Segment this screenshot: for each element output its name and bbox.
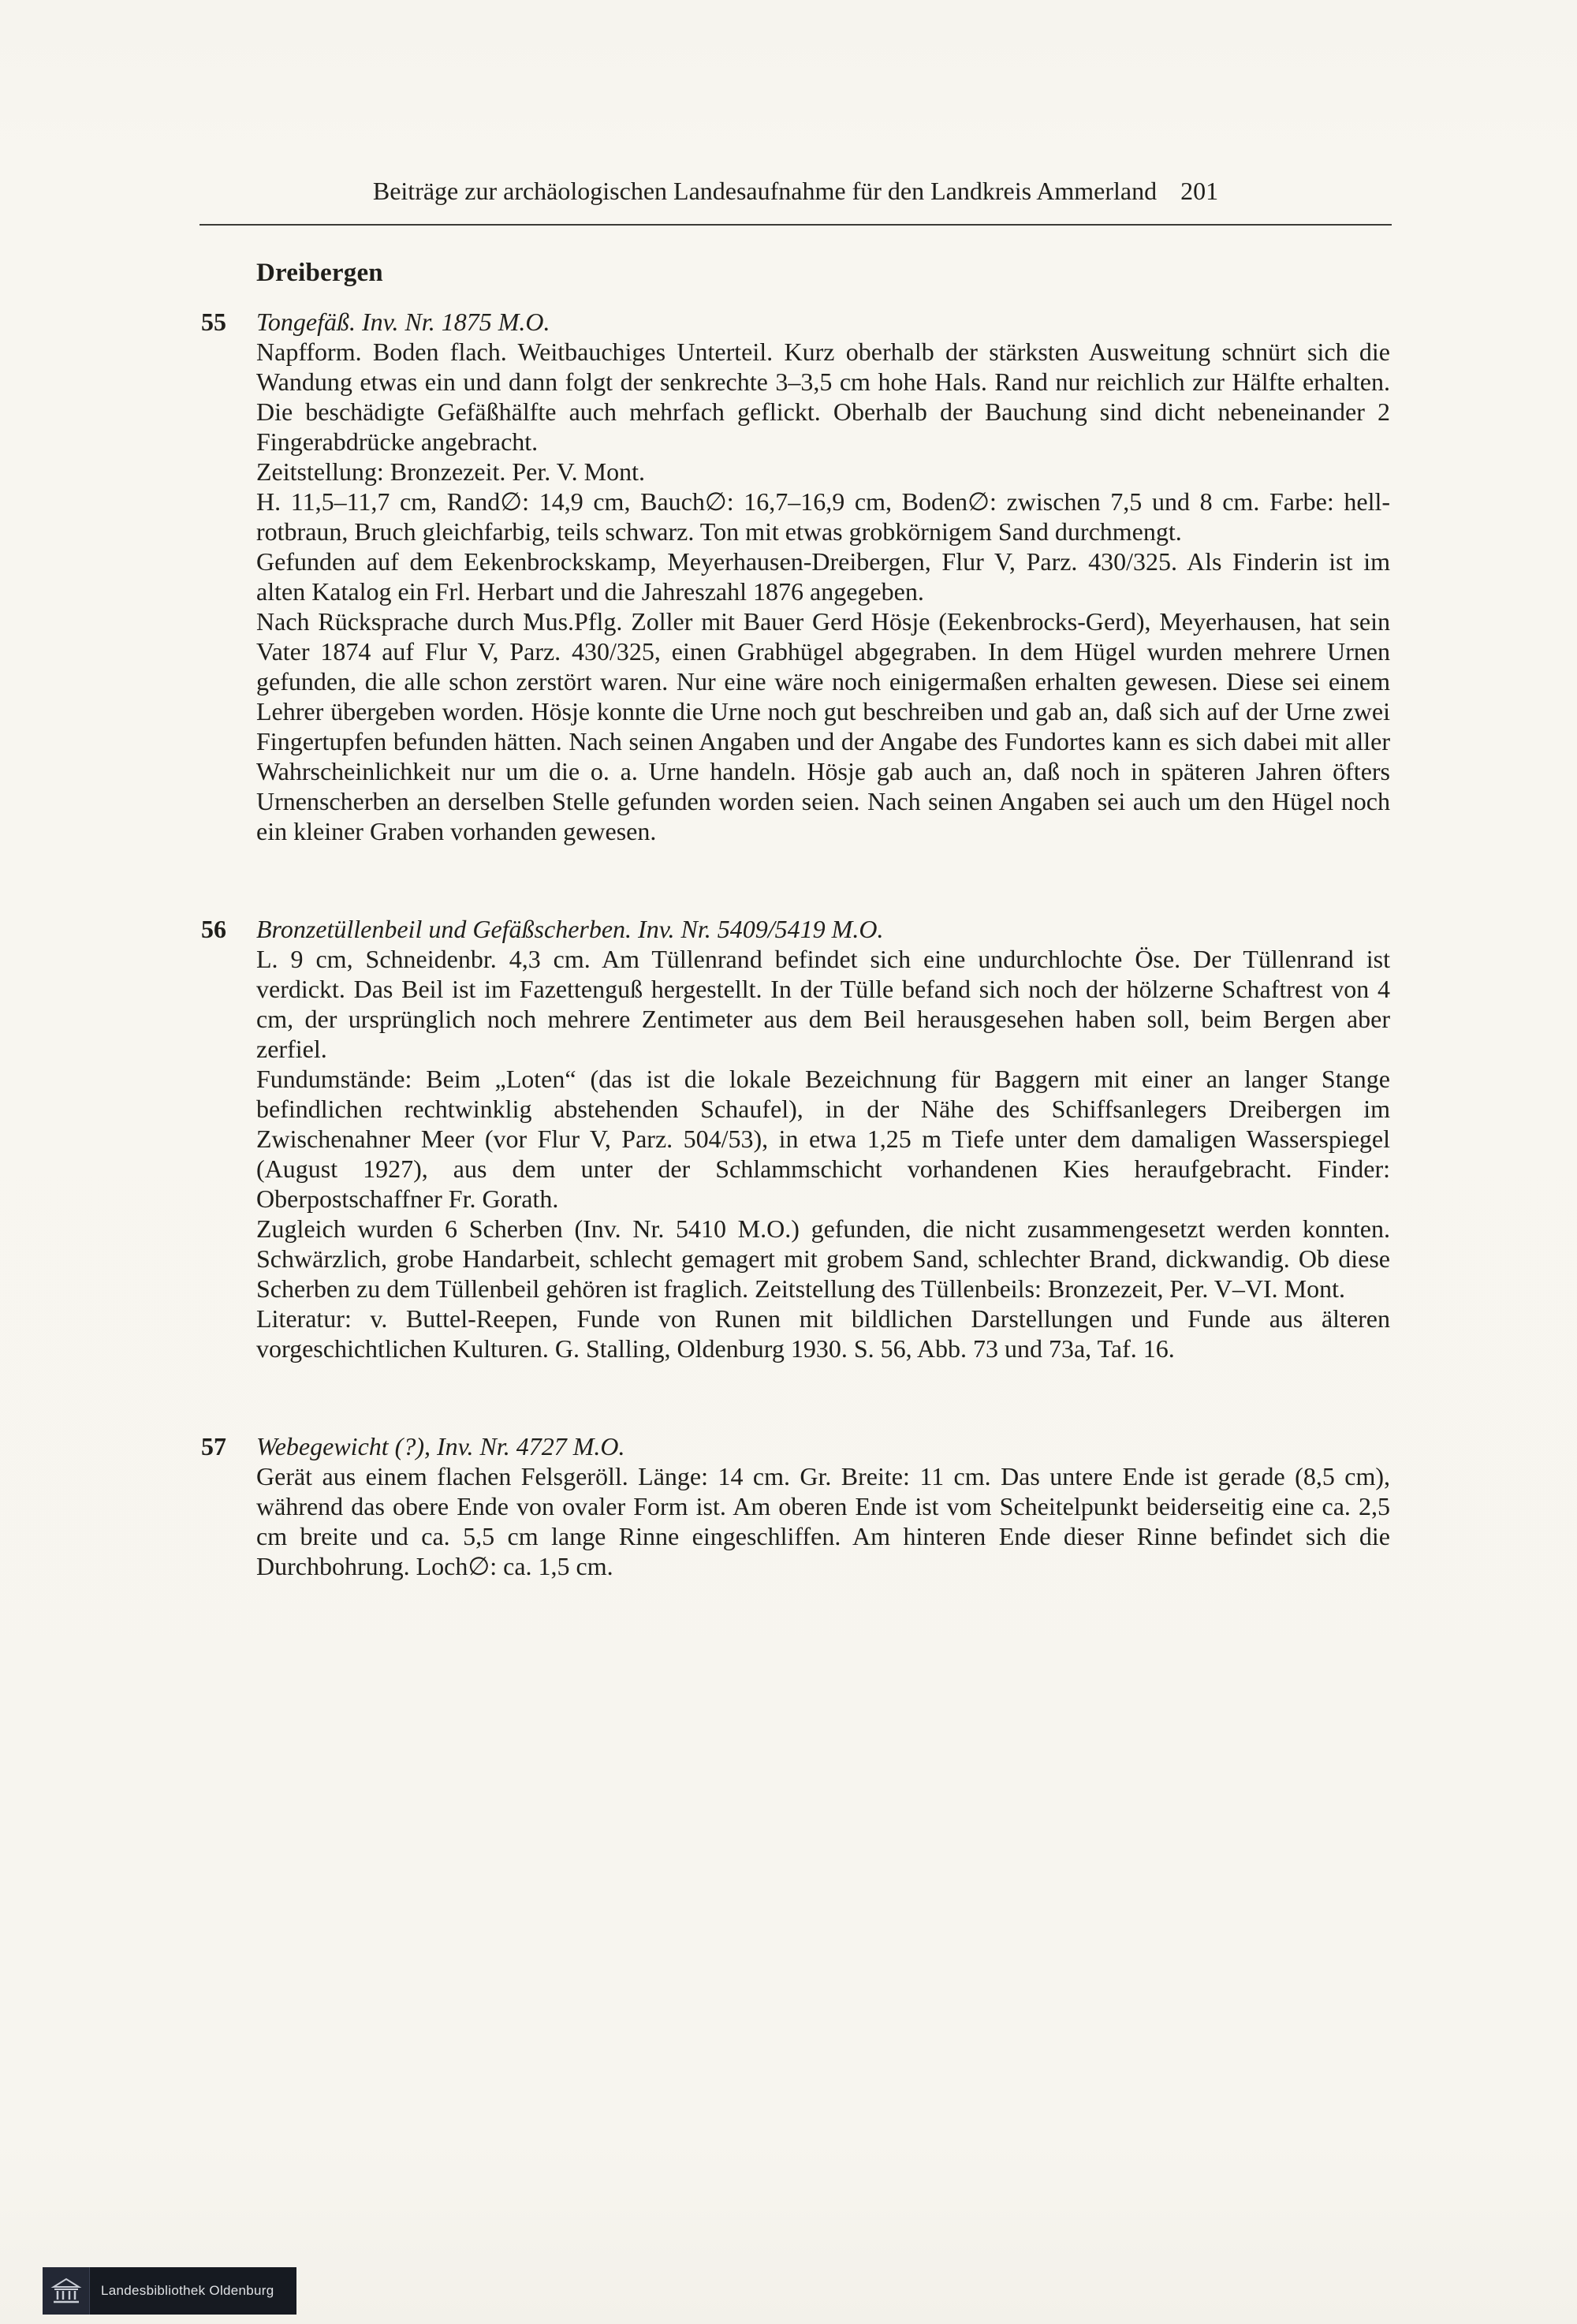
- entry-paragraph: Fundumstände: Beim „Loten“ (das ist die lokale Bezeichnung für Baggern mit einer an langer Stange befindlichen rechtwinklig abstehenden Schaufel), in der Nähe des Schiffsanlegers Dreibergen im Zwischenahner Meer (vor Flur V, Parz. 504/53), in etwa 1,25 m Tiefe unter dem damaligen Wasserspiegel (August 1927), aus dem unter der Schlammschicht vorhandenen Kies heraufgebracht. Finder: Oberpostschaffner Fr. Gorath.: [256, 1065, 1390, 1213]
- page-content: [201, 259, 1390, 1581]
- entry-paragraph: Literatur: v. Buttel-Reepen, Funde von Runen mit bildlichen Darstellungen und Funde aus älteren vorgeschichtlichen Kulturen. G. Stalling, Oldenburg 1930. S. 56, Abb. 73 und 73a, Taf. 16.: [256, 1304, 1390, 1363]
- section-title: Dreibergen: [256, 259, 383, 287]
- running-title: Beiträge zur archäologischen Landesaufnahme für den Landkreis Ammerland: [372, 177, 1158, 205]
- library-stamp: [43, 2267, 296, 2315]
- entry-paragraph: Zugleich wurden 6 Scherben (Inv. Nr. 5410 M.O.) gefunden, die nicht zusammengesetzt werden konnten. Schwärzlich, grobe Handarbeit, schlecht gemagert mit grobem Sand, schlechter Brand, dickwandig. Ob diese Scherben zu dem Tüllenbeil gehören ist fraglich. Zeitstellung des Tüllenbeils: Bronzezeit, Per. V–VI. Mont.: [256, 1214, 1390, 1303]
- catalog-entry-56: [201, 914, 1390, 1363]
- entry-number: 56: [201, 915, 226, 943]
- library-building-icon: [43, 2267, 90, 2315]
- catalog-entry-57: [201, 1431, 1390, 1581]
- entry-paragraph: Gerät aus einem flachen Felsgeröll. Länge: 14 cm. Gr. Breite: 11 cm. Das untere Ende ist gerade (8,5 cm), während das obere Ende von ovaler Form ist. Am oberen Ende ist vom Scheitelpunkt beiderseitig eine ca. 2,5 cm breite und ca. 5,5 cm lange Rinne eingeschliffen. Am hinteren Ende dieser Rinne befindet sich die Durchbohrung. Loch∅: ca. 1,5 cm.: [256, 1462, 1390, 1580]
- catalog-entry-55: [201, 307, 1390, 846]
- entry-paragraph: Zeitstellung: Bronzezeit. Per. V. Mont.: [256, 457, 645, 486]
- entry-number: 57: [201, 1432, 226, 1460]
- entry-body: [256, 1431, 1390, 1581]
- library-stamp-label: Landesbibliothek Oldenburg: [101, 2283, 274, 2298]
- entry-body: [256, 307, 1390, 846]
- header-rule: [199, 224, 1392, 226]
- running-head: [201, 177, 1390, 206]
- entry-paragraph: L. 9 cm, Schneidenbr. 4,3 cm. Am Tüllenrand befindet sich eine undurchlochte Öse. Der Tüllenrand ist verdickt. Das Beil ist im Fazettenguß hergestellt. In der Tülle befand sich noch der hölzerne Schaftrest von 4 cm, der ursprünglich noch mehrere Zentimeter aus dem Beil herausgesehen haben soll, beim Bergen aber zerfiel.: [256, 945, 1390, 1063]
- entry-paragraph: Napfform. Boden flach. Weitbauchiges Unterteil. Kurz oberhalb der stärksten Ausweitung schnürt sich die Wandung etwas ein und dann folgt der senkrechte 3–3,5 cm hohe Hals. Rand nur reichlich zur Hälfte erhalten. Die beschädigte Gefäßhälfte auch mehrfach geflickt. Oberhalb der Bauchung sind dicht nebeneinander 2 Fingerabdrücke angebracht.: [256, 338, 1390, 456]
- entry-paragraph: H. 11,5–11,7 cm, Rand∅: 14,9 cm, Bauch∅: 16,7–16,9 cm, Boden∅: zwischen 7,5 und 8 cm. Farbe: hell-rotbraun, Bruch gleichfarbig, teils schwarz. Ton mit etwas grobkörnigem Sand durchmengt.: [256, 487, 1390, 546]
- entry-body: [256, 914, 1390, 1363]
- entry-title: Tongefäß. Inv. Nr. 1875 M.O.: [256, 308, 550, 336]
- entry-number: 55: [201, 308, 226, 336]
- entry-paragraph: Gefunden auf dem Eekenbrockskamp, Meyerhausen-Dreibergen, Flur V, Parz. 430/325. Als Finderin ist im alten Katalog ein Frl. Herbart und die Jahreszahl 1876 angegeben.: [256, 547, 1390, 606]
- entry-title: Bronzetüllenbeil und Gefäßscherben. Inv. Nr. 5409/5419 M.O.: [256, 915, 884, 943]
- entry-title: Webegewicht (?), Inv. Nr. 4727 M.O.: [256, 1432, 625, 1460]
- entry-paragraph: Nach Rücksprache durch Mus.Pflg. Zoller mit Bauer Gerd Hösje (Eekenbrocks-Gerd), Meyerhausen, hat sein Vater 1874 auf Flur V, Parz. 430/325, einen Grabhügel abgegraben. In dem Hügel wurden mehrere Urnen gefunden, die alle schon zerstört waren. Nur eine wäre noch einigermaßen erhalten gewesen. Diese sei einem Lehrer übergeben worden. Hösje konnte die Urne noch gut beschreiben und gab an, daß sich auf der Urne zwei Fingertupfen befunden hätten. Nach seinen Angaben und der Angabe des Fundortes kann es sich dabei mit aller Wahrscheinlichkeit nur um die o. a. Urne handeln. Hösje gab auch an, daß noch in späteren Jahren öfters Urnenscherben an derselben Stelle gefunden worden seien. Nach seinen Angaben sei auch um den Hügel noch ein kleiner Graben vorhanden gewesen.: [256, 607, 1390, 845]
- page-number: 201: [1180, 177, 1219, 205]
